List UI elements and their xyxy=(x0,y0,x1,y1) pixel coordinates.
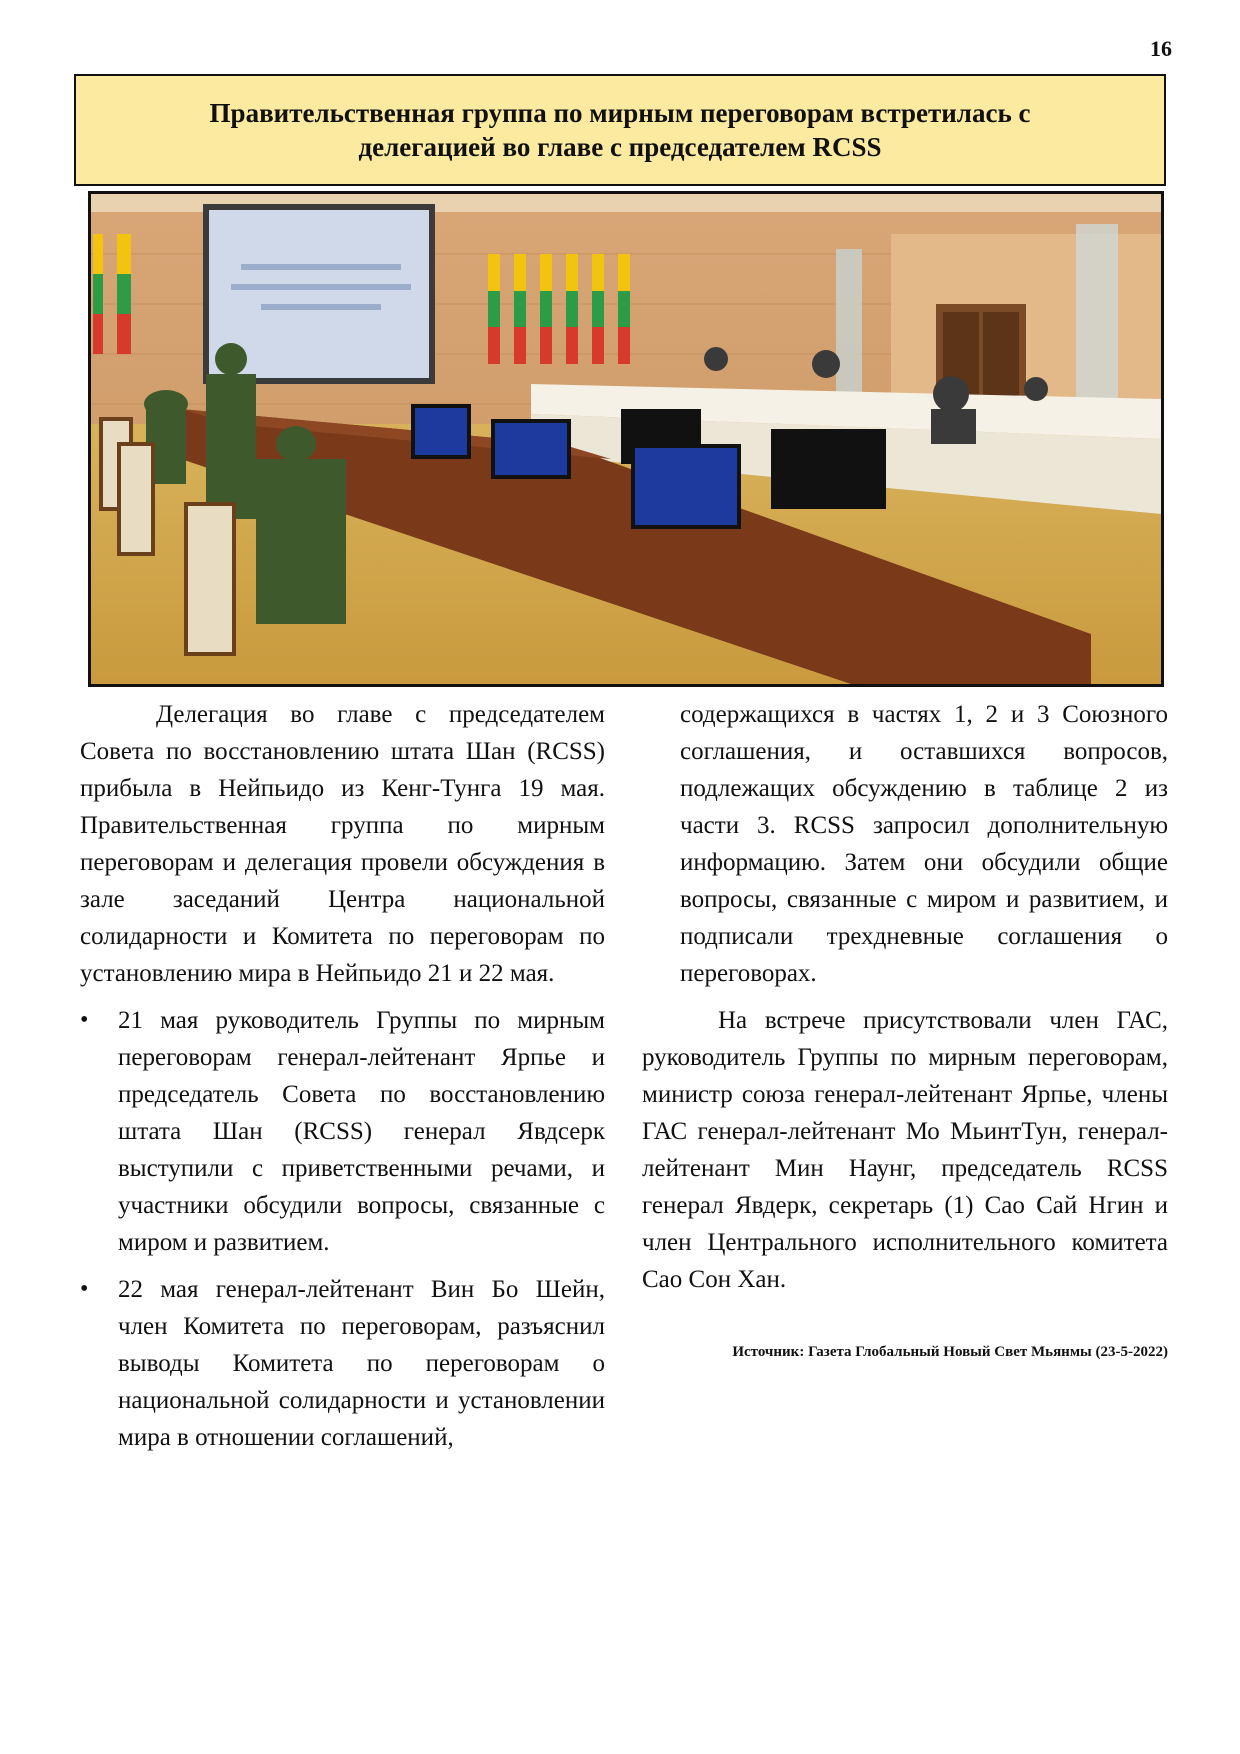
page-number: 16 xyxy=(1150,36,1172,61)
meeting-room-illustration xyxy=(91,194,1161,684)
left-column xyxy=(80,696,605,1466)
continuation-paragraph: содержащихся в частях 1, 2 и 3 Союзного соглашения, и оставшихся вопросов, подлежащих обсуждению в таблице 2 из части 3. RCSS запросил дополнительную информацию. Затем они обсудили общие вопросы, связанные с миром и развитием, и подписали трехдневные соглашения о переговорах. xyxy=(680,701,1168,987)
title-line-2: делегацией во главе с председателем RCSS xyxy=(358,132,882,162)
bullet-item-may-22: • 22 мая генерал-лейтенант Вин Бо Шейн, член Комитета по переговорам, разъяснил выводы Комитета по переговорам о национальной солидарности и установлении мира в отношении соглашений, xyxy=(80,1271,605,1456)
title-line-1: Правительственная группа по мирным переговорам встретилась с xyxy=(209,98,1031,128)
attendees-paragraph: На встрече присутствовали член ГАС, руководитель Группы по мирным переговорам, министр союза генерал-лейтенант Ярпье, члены ГАС генерал-лейтенант Мо МьинтТун, генерал-лейтенант Мин Наунг, председатель RCSS генерал Явдерк, секретарь (1) Сао Сай Нгин и член Центрального исполнительного комитета Сао Сон Хан. xyxy=(642,1007,1168,1293)
title-banner xyxy=(74,74,1166,186)
meeting-photo xyxy=(88,191,1164,687)
right-column xyxy=(642,696,1168,1362)
bullet-item-may-21: • 21 мая руководитель Группы по мирным переговорам генерал-лейтенант Ярпье и председатель Совета по восстановлению штата Шан (RCSS) генерал Явдсерк выступили с приветственными речами, и участники обсудили вопросы, связанные с миром и развитием. xyxy=(80,1002,605,1261)
page-title xyxy=(210,96,1031,164)
source-citation: Источник: Газета Глобальный Новый Свет Мьянмы (23-5-2022) xyxy=(732,1344,1168,1360)
intro-paragraph: Делегация во главе с председателем Совета по восстановлению штата Шан (RCSS) прибыла в Нейпьидо из Кенг-Тунга 19 мая. Правительственная группа по мирным переговорам и делегация провели обсуждения в зале заседаний Центра национальной солидарности и Комитета по переговорам по установлению мира в Нейпьидо 21 и 22 мая. xyxy=(80,701,605,987)
bullet-list xyxy=(80,1002,605,1456)
